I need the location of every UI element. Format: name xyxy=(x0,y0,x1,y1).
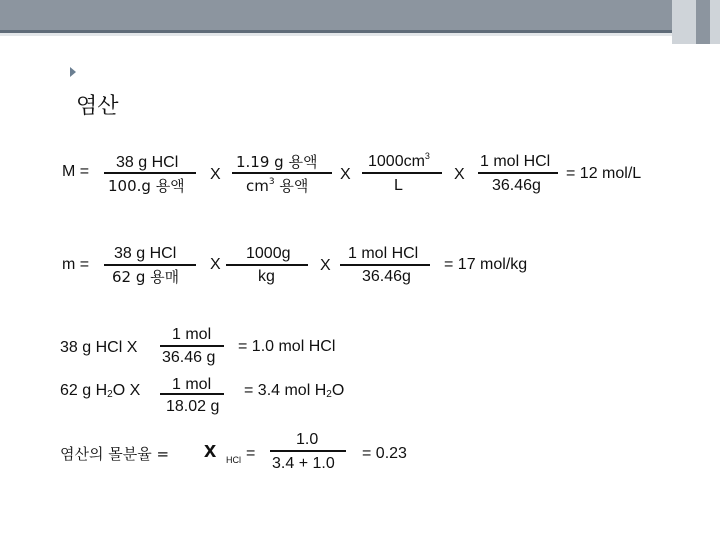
eq2-op1: X xyxy=(210,256,221,273)
eq1-frac3-denominator: L xyxy=(394,177,403,194)
eq2-frac3-denominator: 36.46g xyxy=(362,268,411,285)
eq1-frac2-denominator: $cm^3$ 용액 xyxy=(246,177,309,195)
slide-header-bar xyxy=(0,0,720,30)
eq5-chi-subscript: HCl xyxy=(226,455,241,465)
eq1-op1: X xyxy=(210,166,221,183)
eq1-frac2-bar xyxy=(232,172,332,174)
eq1-frac3-bar xyxy=(362,172,442,174)
eq4-denominator: 18.02 g xyxy=(166,398,220,415)
eq1-frac2-numerator: 1.19 g 용액 xyxy=(236,153,318,171)
eq5-equals: = xyxy=(246,445,256,462)
eq2-frac3-numerator: 1 mol HCl xyxy=(348,245,419,262)
eq4-lhs: 62 g $H_2O$ X xyxy=(60,382,141,400)
eq1-frac4-numerator: 1 mol HCl xyxy=(480,153,551,170)
eq1-result: = 12 mol/L xyxy=(566,165,642,182)
eq2-frac2-numerator: 1000g xyxy=(246,245,291,262)
eq5-chi: x xyxy=(204,437,217,462)
eq1-op3: X xyxy=(454,166,465,183)
eq3-lhs: 38 g HCl X xyxy=(60,339,138,356)
eq3-numerator: 1 mol xyxy=(172,326,212,343)
eq1-frac4-denominator: 36.46g xyxy=(492,177,541,194)
eq4-fraction-bar xyxy=(160,393,224,395)
eq2-frac3-bar xyxy=(340,264,430,266)
eq1-op2: X xyxy=(340,166,351,183)
eq2-lhs: m = xyxy=(62,256,90,273)
eq5-result: = 0.23 xyxy=(362,445,407,462)
eq5-numerator: 1.0 xyxy=(296,431,319,448)
eq2-frac1-numerator: 38 g HCl xyxy=(114,245,177,262)
eq3-fraction-bar xyxy=(160,345,224,347)
eq1-frac4-bar xyxy=(478,172,558,174)
eq2-op2: X xyxy=(320,257,331,274)
eq5-denominator: 3.4 + 1.0 xyxy=(272,455,335,472)
eq2-frac1-bar xyxy=(104,264,196,266)
eq3-denominator: 36.46 g xyxy=(162,349,216,366)
eq5-fraction-bar xyxy=(270,450,346,452)
eq4-result: = 3.4 mol $H_2O$ xyxy=(244,382,345,400)
eq2-frac2-bar xyxy=(226,264,308,266)
slide-header-shadow xyxy=(0,33,672,36)
slide-header-corner-stripe xyxy=(696,0,710,44)
page-title: 염산 xyxy=(76,94,119,119)
eq1-lhs: M = xyxy=(62,163,90,180)
eq2-frac2-denominator: kg xyxy=(258,268,275,285)
eq5-lhs: 염산의 몰분율 = xyxy=(60,445,170,463)
slide-header-corner xyxy=(672,0,720,44)
eq2-result: = 17 mol/kg xyxy=(444,256,528,273)
eq1-frac1-bar xyxy=(104,172,196,174)
eq2-frac1-denominator: 62 g 용매 xyxy=(112,268,180,286)
eq3-result: = 1.0 mol HCl xyxy=(238,338,336,355)
bullet-triangle-icon xyxy=(70,67,76,77)
eq4-numerator: 1 mol xyxy=(172,376,212,393)
eq1-frac1-numerator: 38 g HCl xyxy=(116,154,179,171)
eq1-frac1-denominator: 100.g 용액 xyxy=(108,177,185,195)
eq1-frac3-numerator: $1000cm^3$ xyxy=(368,151,430,170)
